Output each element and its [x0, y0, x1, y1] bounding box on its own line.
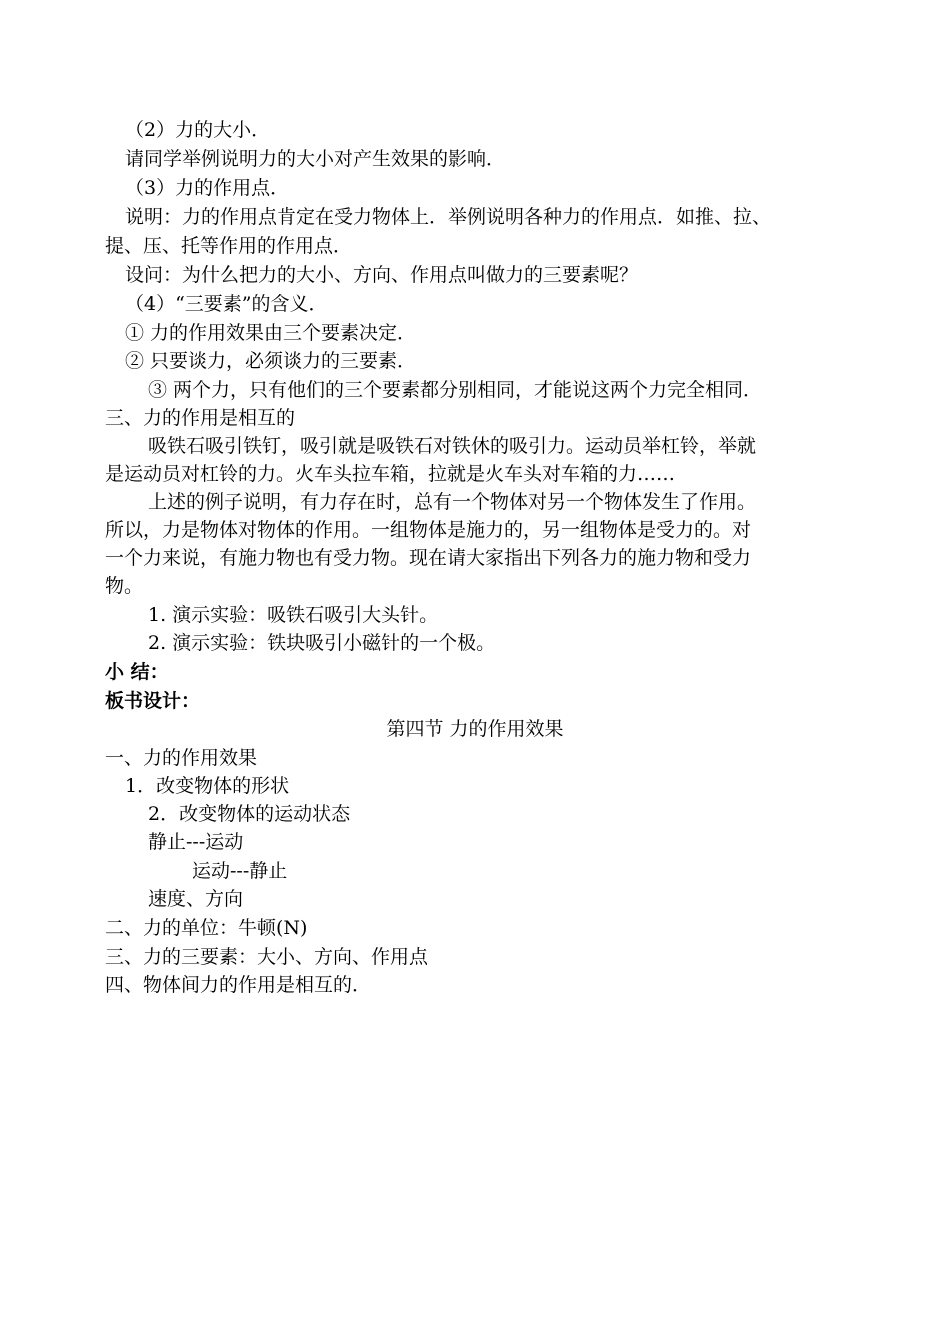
- point-3-text-line-2: 提、压、托等作用的作用点．: [105, 235, 353, 257]
- board-line-3: 2．改变物体的运动状态: [148, 803, 351, 825]
- section-3-title: 三、力的作用是相互的: [105, 407, 296, 429]
- board-line-4: 静止---运动: [148, 831, 244, 853]
- board-title: 第四节 力的作用效果: [386, 718, 564, 740]
- section-3-paragraph-2-line-1: 上述的例子说明，有力存在时，总有一个物体对另一个物体发生了作用。: [148, 491, 757, 513]
- section-3-paragraph-2-line-2: 所以，力是物体对物体的作用。一组物体是施力的，另一组物体是受力的。对: [105, 519, 752, 541]
- meaning-item-2: ② 只要谈力，必须谈力的三要素．: [125, 350, 417, 372]
- meaning-item-3: ③ 两个力，只有他们的三个要素都分别相同，才能说这两个力完全相同．: [148, 379, 763, 401]
- question-text: 设问：为什么把力的大小、方向、作用点叫做力的三要素呢？: [125, 264, 639, 286]
- point-4-heading: （4）“三要素”的含义．: [125, 293, 328, 315]
- point-2-heading: （2）力的大小．: [125, 119, 271, 141]
- board-line-5: 运动---静止: [192, 860, 288, 882]
- point-3-text-line-1: 说明：力的作用点肯定在受力物体上．举例说明各种力的作用点．如推、拉、: [125, 206, 772, 228]
- board-line-8: 三、力的三要素：大小、方向、作用点: [105, 946, 429, 968]
- meaning-item-1: ① 力的作用效果由三个要素决定．: [125, 322, 417, 344]
- board-line-9: 四、物体间力的作用是相互的．: [105, 974, 372, 996]
- board-design-label: 板书设计：: [105, 690, 201, 712]
- demo-experiment-1: 1. 演示实验：吸铁石吸引大头针。: [148, 604, 439, 626]
- point-2-text: 请同学举例说明力的大小对产生效果的影响．: [125, 148, 506, 170]
- section-3-paragraph-2-line-3: 一个力来说，有施力物也有受力物。现在请大家指出下列各力的施力物和受力: [105, 547, 752, 569]
- board-line-6: 速度、方向: [148, 888, 244, 910]
- section-3-paragraph-2-line-4: 物。: [105, 575, 144, 597]
- board-line-2: 1．改变物体的形状: [125, 775, 290, 797]
- section-3-paragraph-1-line-2: 是运动员对杠铃的力。火车头拉车箱，拉就是火车头对车箱的力……: [105, 463, 676, 485]
- point-3-heading: （3）力的作用点．: [125, 177, 290, 199]
- board-line-7: 二、力的单位：牛顿(N): [105, 917, 308, 939]
- section-3-paragraph-1-line-1: 吸铁石吸引铁钉，吸引就是吸铁石对铁休的吸引力。运动员举杠铃，举就: [148, 435, 757, 457]
- summary-label: 小 结：: [105, 661, 169, 683]
- demo-experiment-2: 2. 演示实验：铁块吸引小磁针的一个极。: [148, 632, 496, 654]
- board-line-1: 一、力的作用效果: [105, 747, 258, 769]
